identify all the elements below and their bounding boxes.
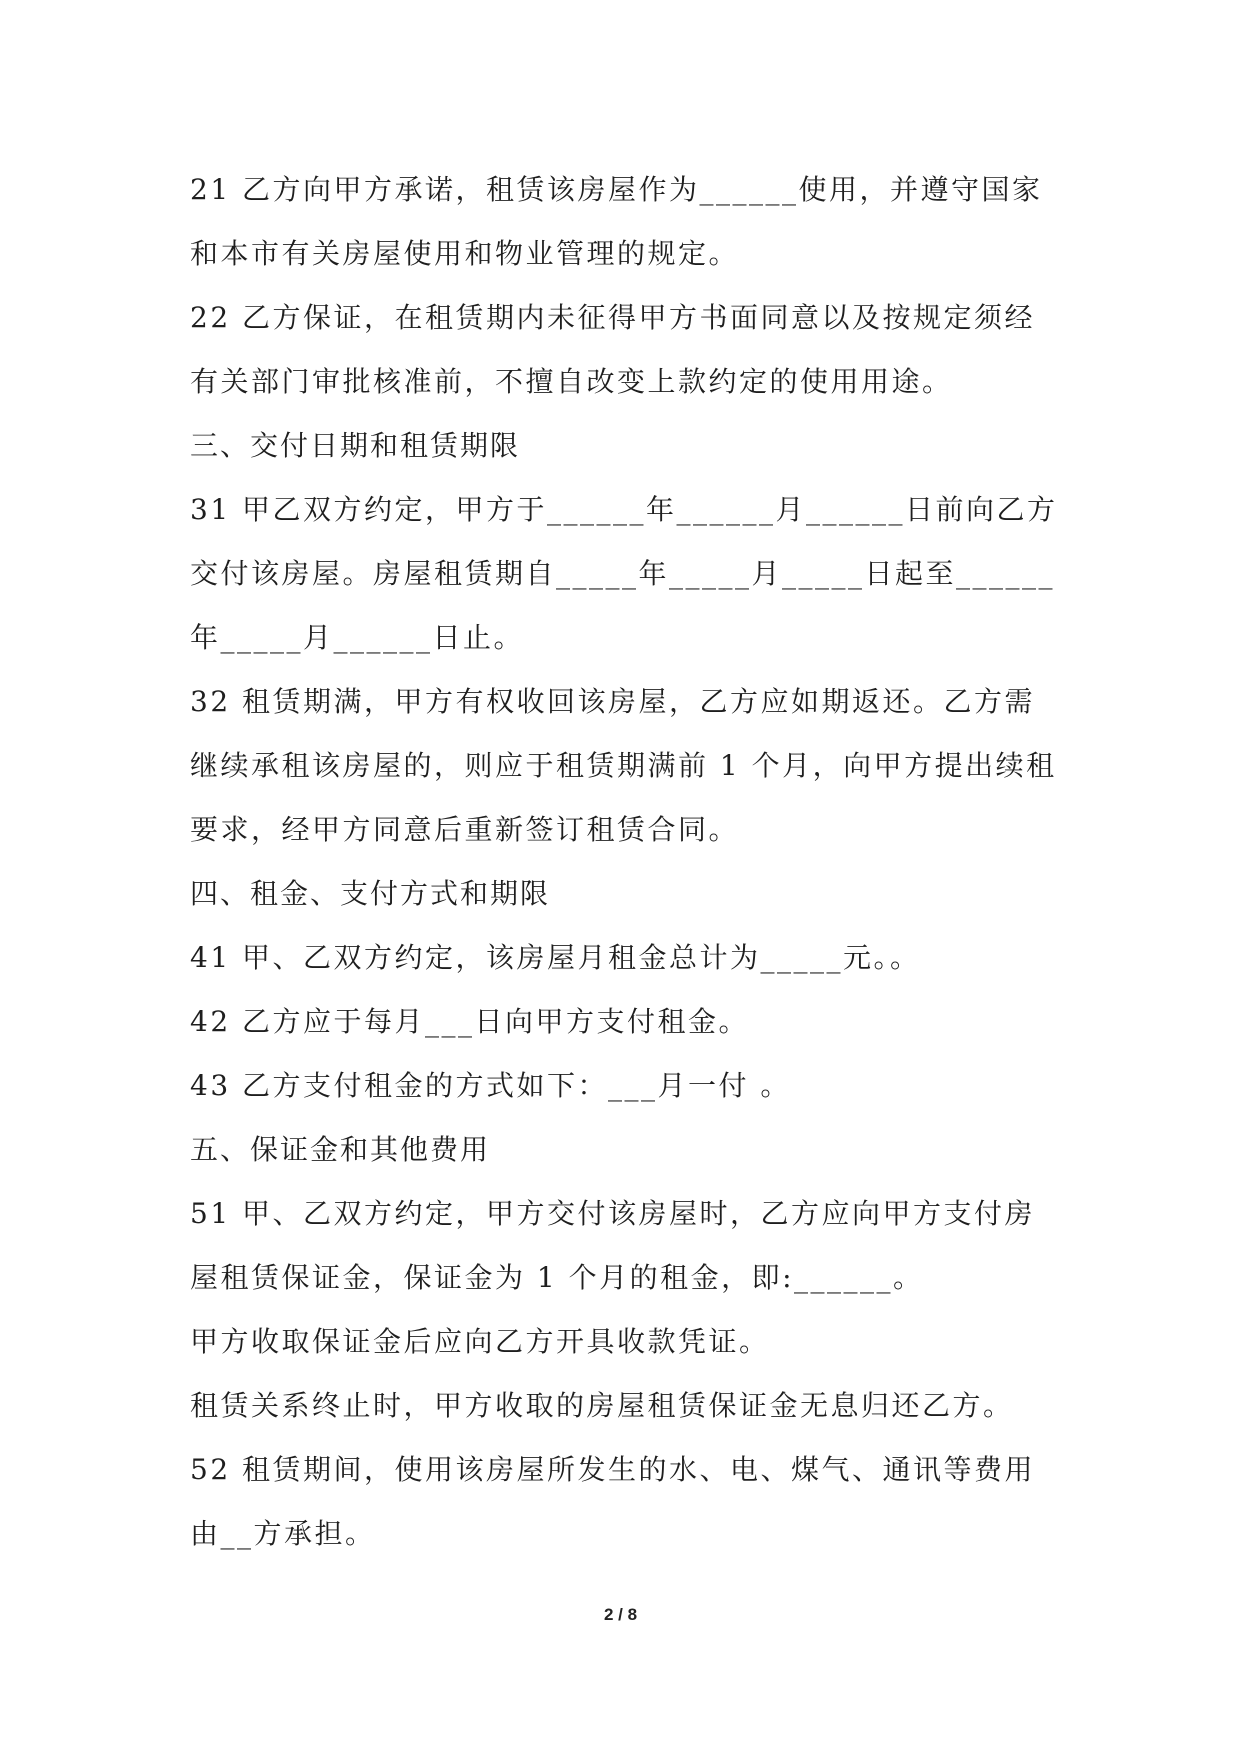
clause-5-2: 52 租赁期间，使用该房屋所发生的水、电、煤气、通讯等费用由__方承担。 bbox=[190, 1453, 1036, 1550]
clause-2-1: 21 乙方向甲方承诺，租赁该房屋作为______使用，并遵守国家和本市有关房屋使用和物业管理的规定。 bbox=[190, 173, 1043, 270]
page-number: 2 / 8 bbox=[603, 1605, 638, 1624]
clause-5-1: 51 甲、乙双方约定，甲方交付该房屋时，乙方应向甲方支付房屋租赁保证金，保证金为 1 个月的租金，即:______。 bbox=[190, 1197, 1036, 1294]
deposit-receipt-note: 甲方收取保证金后应向乙方开具收款凭证。 bbox=[190, 1325, 770, 1358]
document-body bbox=[190, 158, 1060, 1566]
clause-2-2: 22 乙方保证，在租赁期内未征得甲方书面同意以及按规定须经有关部门审批核准前，不擅自改变上款约定的使用用途。 bbox=[190, 301, 1036, 398]
section-heading-3: 三、交付日期和租赁期限 bbox=[190, 429, 521, 462]
clause-3-1: 31 甲乙双方约定，甲方于______年______月______日前向乙方交付该房屋。房屋租赁期自_____年_____月_____日起至______年_____月______日止。 bbox=[190, 493, 1058, 654]
deposit-return-note: 租赁关系终止时，甲方收取的房屋租赁保证金无息归还乙方。 bbox=[190, 1389, 1014, 1422]
section-heading-4: 四、租金、支付方式和期限 bbox=[190, 877, 551, 910]
clause-3-2: 32 租赁期满，甲方有权收回该房屋，乙方应如期返还。乙方需继续承租该房屋的，则应于租赁期满前 1 个月，向甲方提出续租要求，经甲方同意后重新签订租赁合同。 bbox=[190, 685, 1057, 846]
clause-4-1: 41 甲、乙双方约定，该房屋月租金总计为_____元。。 bbox=[190, 941, 921, 974]
section-heading-5: 五、保证金和其他费用 bbox=[190, 1133, 491, 1166]
clause-4-2: 42 乙方应于每月___日向甲方支付租金。 bbox=[190, 1005, 750, 1038]
clause-4-3: 43 乙方支付租金的方式如下：___月一付 。 bbox=[190, 1069, 791, 1102]
